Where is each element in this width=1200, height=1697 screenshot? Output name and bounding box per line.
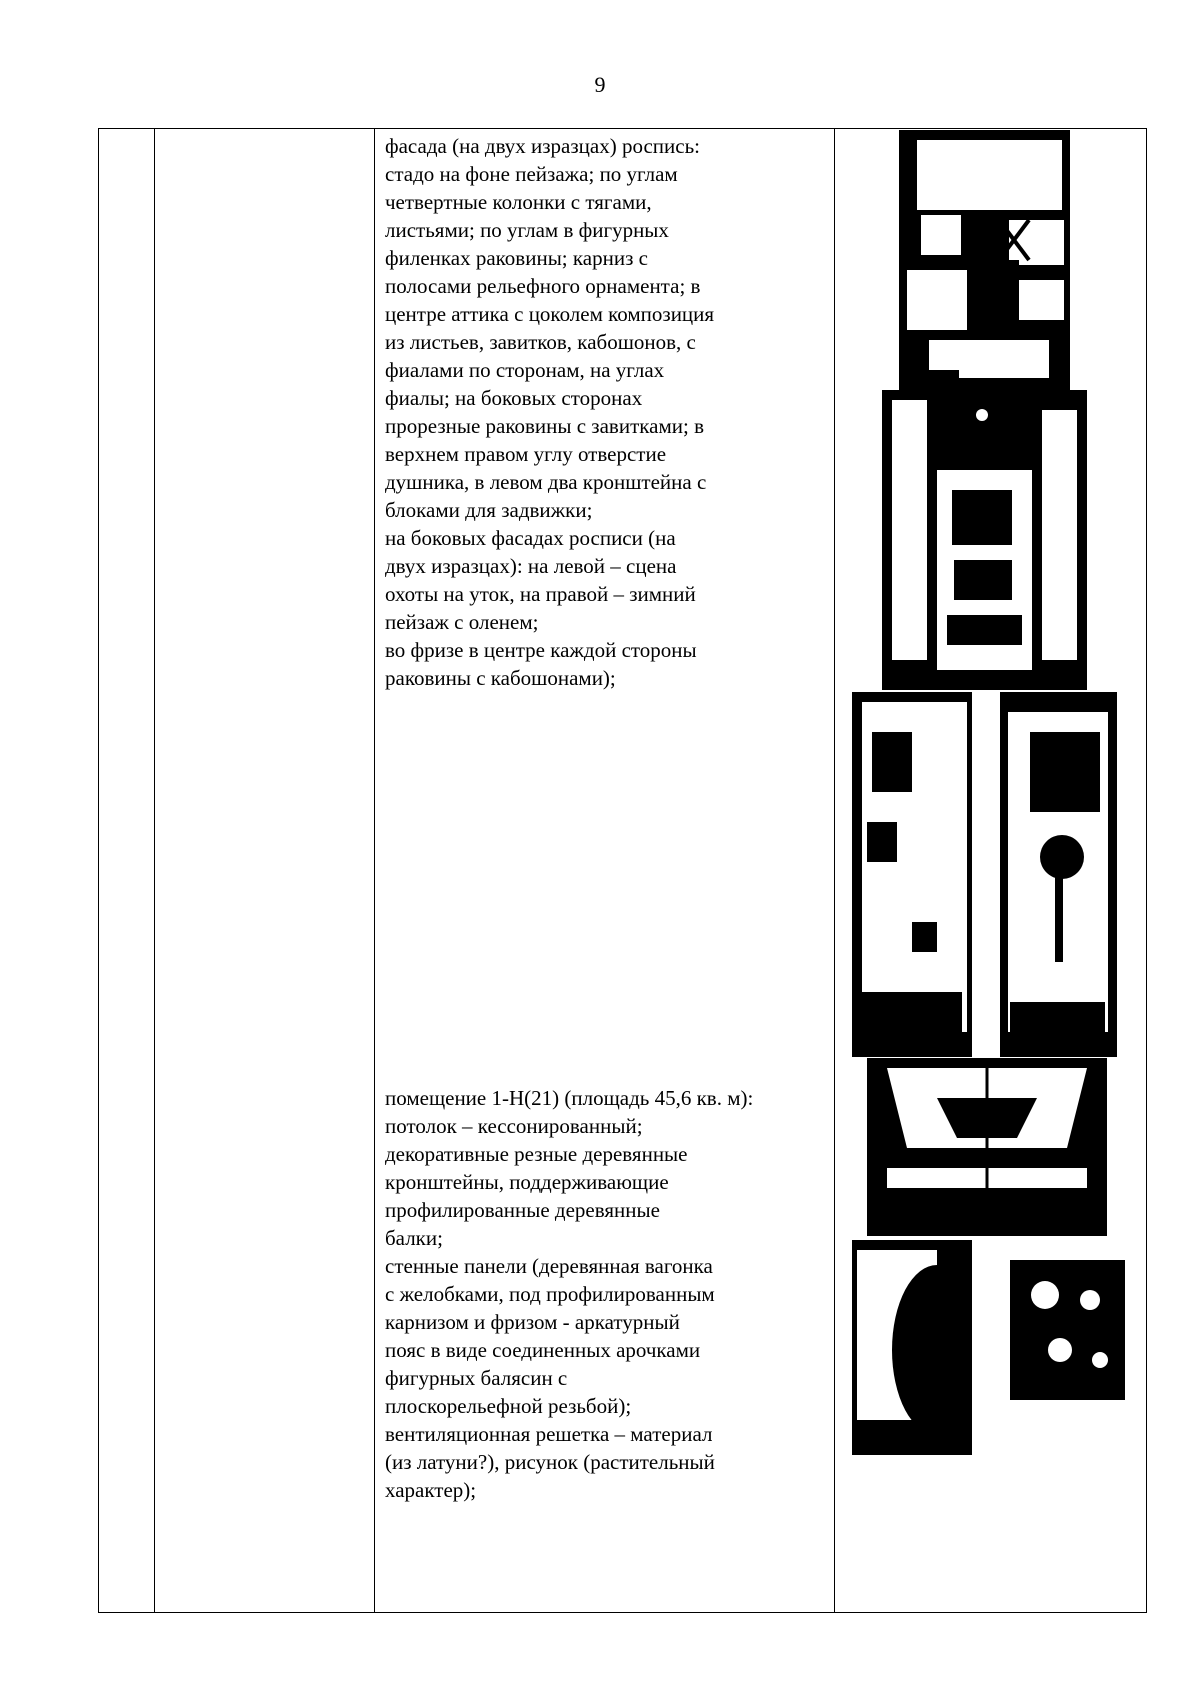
description-block-room [385,1084,805,1504]
photo-ceiling [867,1058,1107,1236]
description-line: двух изразцах): на левой – сцена [385,554,677,578]
description-line: фиалами по сторонам, на углах [385,358,665,382]
photo-stove-top [899,130,1070,390]
description-line: раковины с кабошонами); [385,666,616,690]
column-divider-2 [374,129,375,1612]
description-line: полосами рельефного орнамента; в [385,274,701,298]
description-line: стенные панели (деревянная вагонка [385,1254,713,1278]
description-line: профилированные деревянные [385,1198,660,1222]
description-line: во фризе в центре каждой стороны [385,638,697,662]
description-line: душника, в левом два кронштейна с [385,470,707,494]
description-line: листьями; по углам в фигурных [385,218,669,242]
description-line: фиалы; на боковых сторонах [385,386,643,410]
description-line: пояс в виде соединенных арочками [385,1338,701,1362]
description-line: фигурных балясин с [385,1366,568,1390]
description-line: на боковых фасадах росписи (на [385,526,676,550]
description-line: (из латуни?), рисунок (растительный [385,1450,715,1474]
description-line: пейзаж с оленем; [385,610,539,634]
description-line: вентиляционная решетка – материал [385,1422,713,1446]
description-line: фасада (на двух изразцах) роспись: [385,134,701,158]
description-line: потолок – кессонированный; [385,1114,643,1138]
description-line: карнизом и фризом - аркатурный [385,1310,680,1334]
description-line: четвертные колонки с тягами, [385,190,652,214]
description-line: кронштейны, поддерживающие [385,1170,669,1194]
description-block-stove [385,132,805,692]
description-line: центре аттика с цоколем композиция [385,302,715,326]
column-divider-3 [834,129,835,1612]
description-line: балки; [385,1226,443,1250]
description-line: стадо на фоне пейзажа; по углам [385,162,678,186]
description-line: филенках раковины; карниз с [385,246,648,270]
description-line: с желобками, под профилированным [385,1282,715,1306]
photo-stove-body [882,390,1087,690]
page-number: 9 [594,72,606,97]
description-line: помещение 1-Н(21) (площадь 45,6 кв. м): [385,1086,754,1110]
column-divider-1 [154,129,155,1612]
description-line: декоративные резные деревянные [385,1142,688,1166]
description-line: плоскорельефной резьбой); [385,1394,632,1418]
description-line: охоты на уток, на правой – зимний [385,582,696,606]
photo-side-right [1000,692,1117,1057]
photo-side-left [852,692,972,1057]
description-line: верхнем правом углу отверстие [385,442,667,466]
description-line: прорезные раковины с завитками; в [385,414,704,438]
description-line: блоками для задвижки; [385,498,593,522]
photo-wall-panel [852,1240,972,1455]
description-line: характер); [385,1478,477,1502]
photo-vent-grille [1000,1240,1135,1408]
description-line: из листьев, завитков, кабошонов, с [385,330,696,354]
